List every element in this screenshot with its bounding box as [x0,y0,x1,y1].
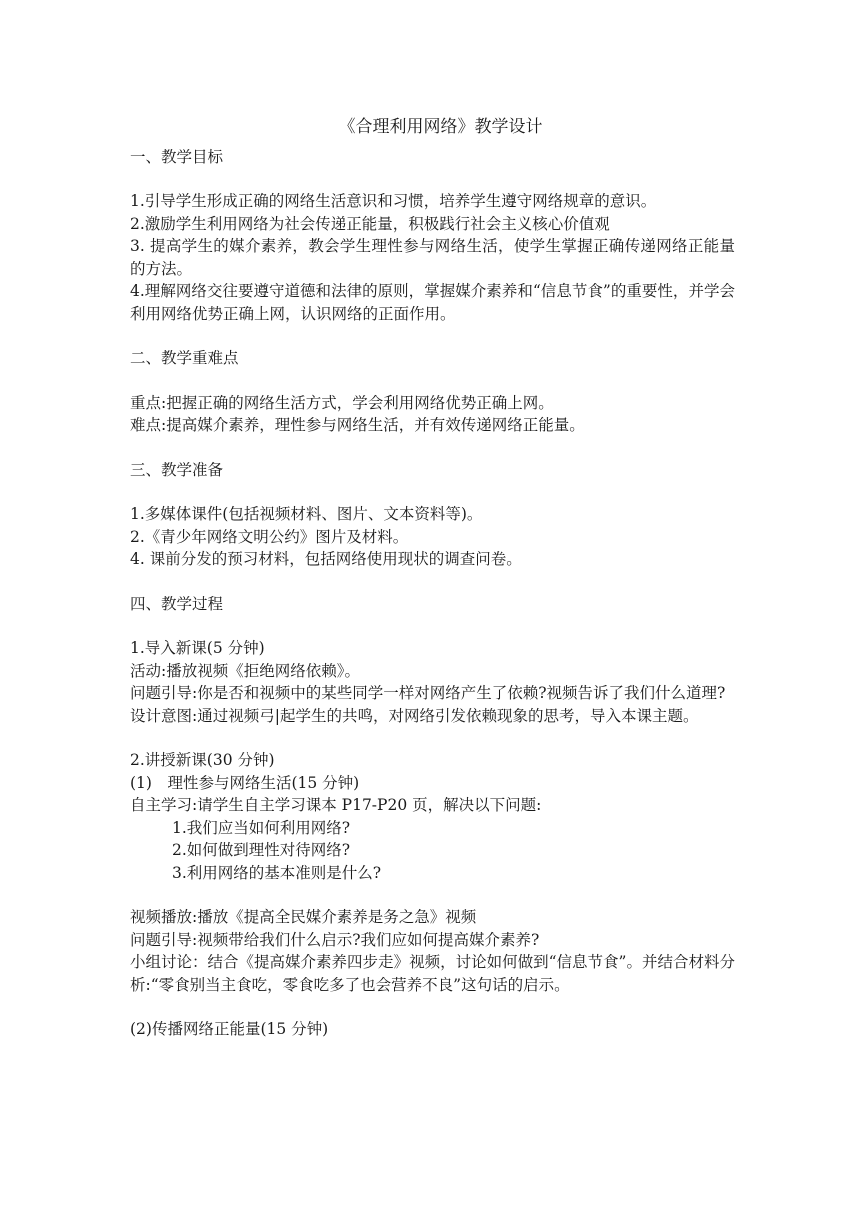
group-discussion-text: 小组讨论：结合《提高媒介素养四步走》视频，讨论如何做到“信息节食”。并结合材料分析:“零食别当主食吃，零食吃多了也会营养不良”这句话的启示。 [130,953,735,994]
intro-title: 1.导入新课(5 分钟) [130,639,265,657]
intro-intent: 设计意图:通过视频弓|起学生的共鸣，对网络引发依赖现象的思考，导入本课主题。 [130,706,699,725]
study-question: 2.如何做到理性对待网络? [172,841,351,859]
intro-question: 问题引导:你是否和视频中的某些同学一样对网络产生了依赖?视频告诉了我们什么道理? [130,684,726,702]
goal-item: 3. 提高学生的媒介素养，教会学生理性参与网络生活，使学生掌握正确传递网络正能量的方法。 [130,237,735,278]
lecture-title: 2.讲授新课(30 分钟) [130,751,275,769]
preparation-item: 2.《青少年网络文明公约》图片及材料。 [130,527,409,546]
self-study-text: 自主学习:请学生自主学习课本 P17-P20 页，解决以下问题: [130,796,542,814]
section-heading-goals: 一、教学目标 [130,147,224,166]
spacer [130,325,735,347]
section-heading-preparation: 三、教学准备 [130,460,224,479]
spacer [130,168,735,190]
spacer [130,884,735,906]
spacer [130,437,735,459]
intro-activity: 活动:播放视频《拒绝网络依赖》。 [130,661,360,680]
study-question: 3.利用网络的基本准则是什么? [172,863,382,882]
key-point-item: 重点:把握正确的网络生活方式，学会利用网络优势正确上网。 [130,393,554,412]
section-heading-process: 四、教学过程 [130,594,224,613]
key-point-item: 难点:提高媒介素养，理性参与网络生活，并有效传递网络正能量。 [130,416,585,434]
goal-item: 4.理解网络交往要遵守道德和法律的原则，掌握媒介素养和“信息节食”的重要性，并学会利用网络优势正确上网，认识网络的正面作用。 [130,282,735,323]
goal-item: 2.激励学生利用网络为社会传递正能量，积极践行社会主义核心价值观 [130,214,610,233]
spacer [130,370,735,392]
document-title: 《合理利用网络》教学设计 [338,117,543,137]
spacer [130,571,735,593]
spacer [130,481,735,503]
document-page [130,116,735,1041]
spacer [130,996,735,1018]
preparation-item: 1.多媒体课件(包括视频材料、图片、文本资料等)。 [130,505,483,523]
goal-item: 1.引导学生形成正确的网络生活意识和习惯，培养学生遵守网络规章的意识。 [130,192,657,210]
lecture-part1-title: (1) 理性参与网络生活(15 分钟) [130,773,360,792]
spacer [130,727,735,749]
preparation-item: 4. 课前分发的预习材料，包括网络使用现状的调查问卷。 [130,550,522,568]
study-question: 1.我们应当如何利用网络? [172,818,351,837]
section-heading-key-points: 二、教学重难点 [130,349,239,367]
video-play-text: 视频播放:播放《提高全民媒介素养是务之急》视频 [130,908,477,926]
spacer [130,615,735,637]
video-question-text: 问题引导:视频带给我们什么启示?我们应如何提高媒介素养? [130,930,540,949]
lecture-part2-title: (2)传播网络正能量(15 分钟) [130,1020,329,1038]
